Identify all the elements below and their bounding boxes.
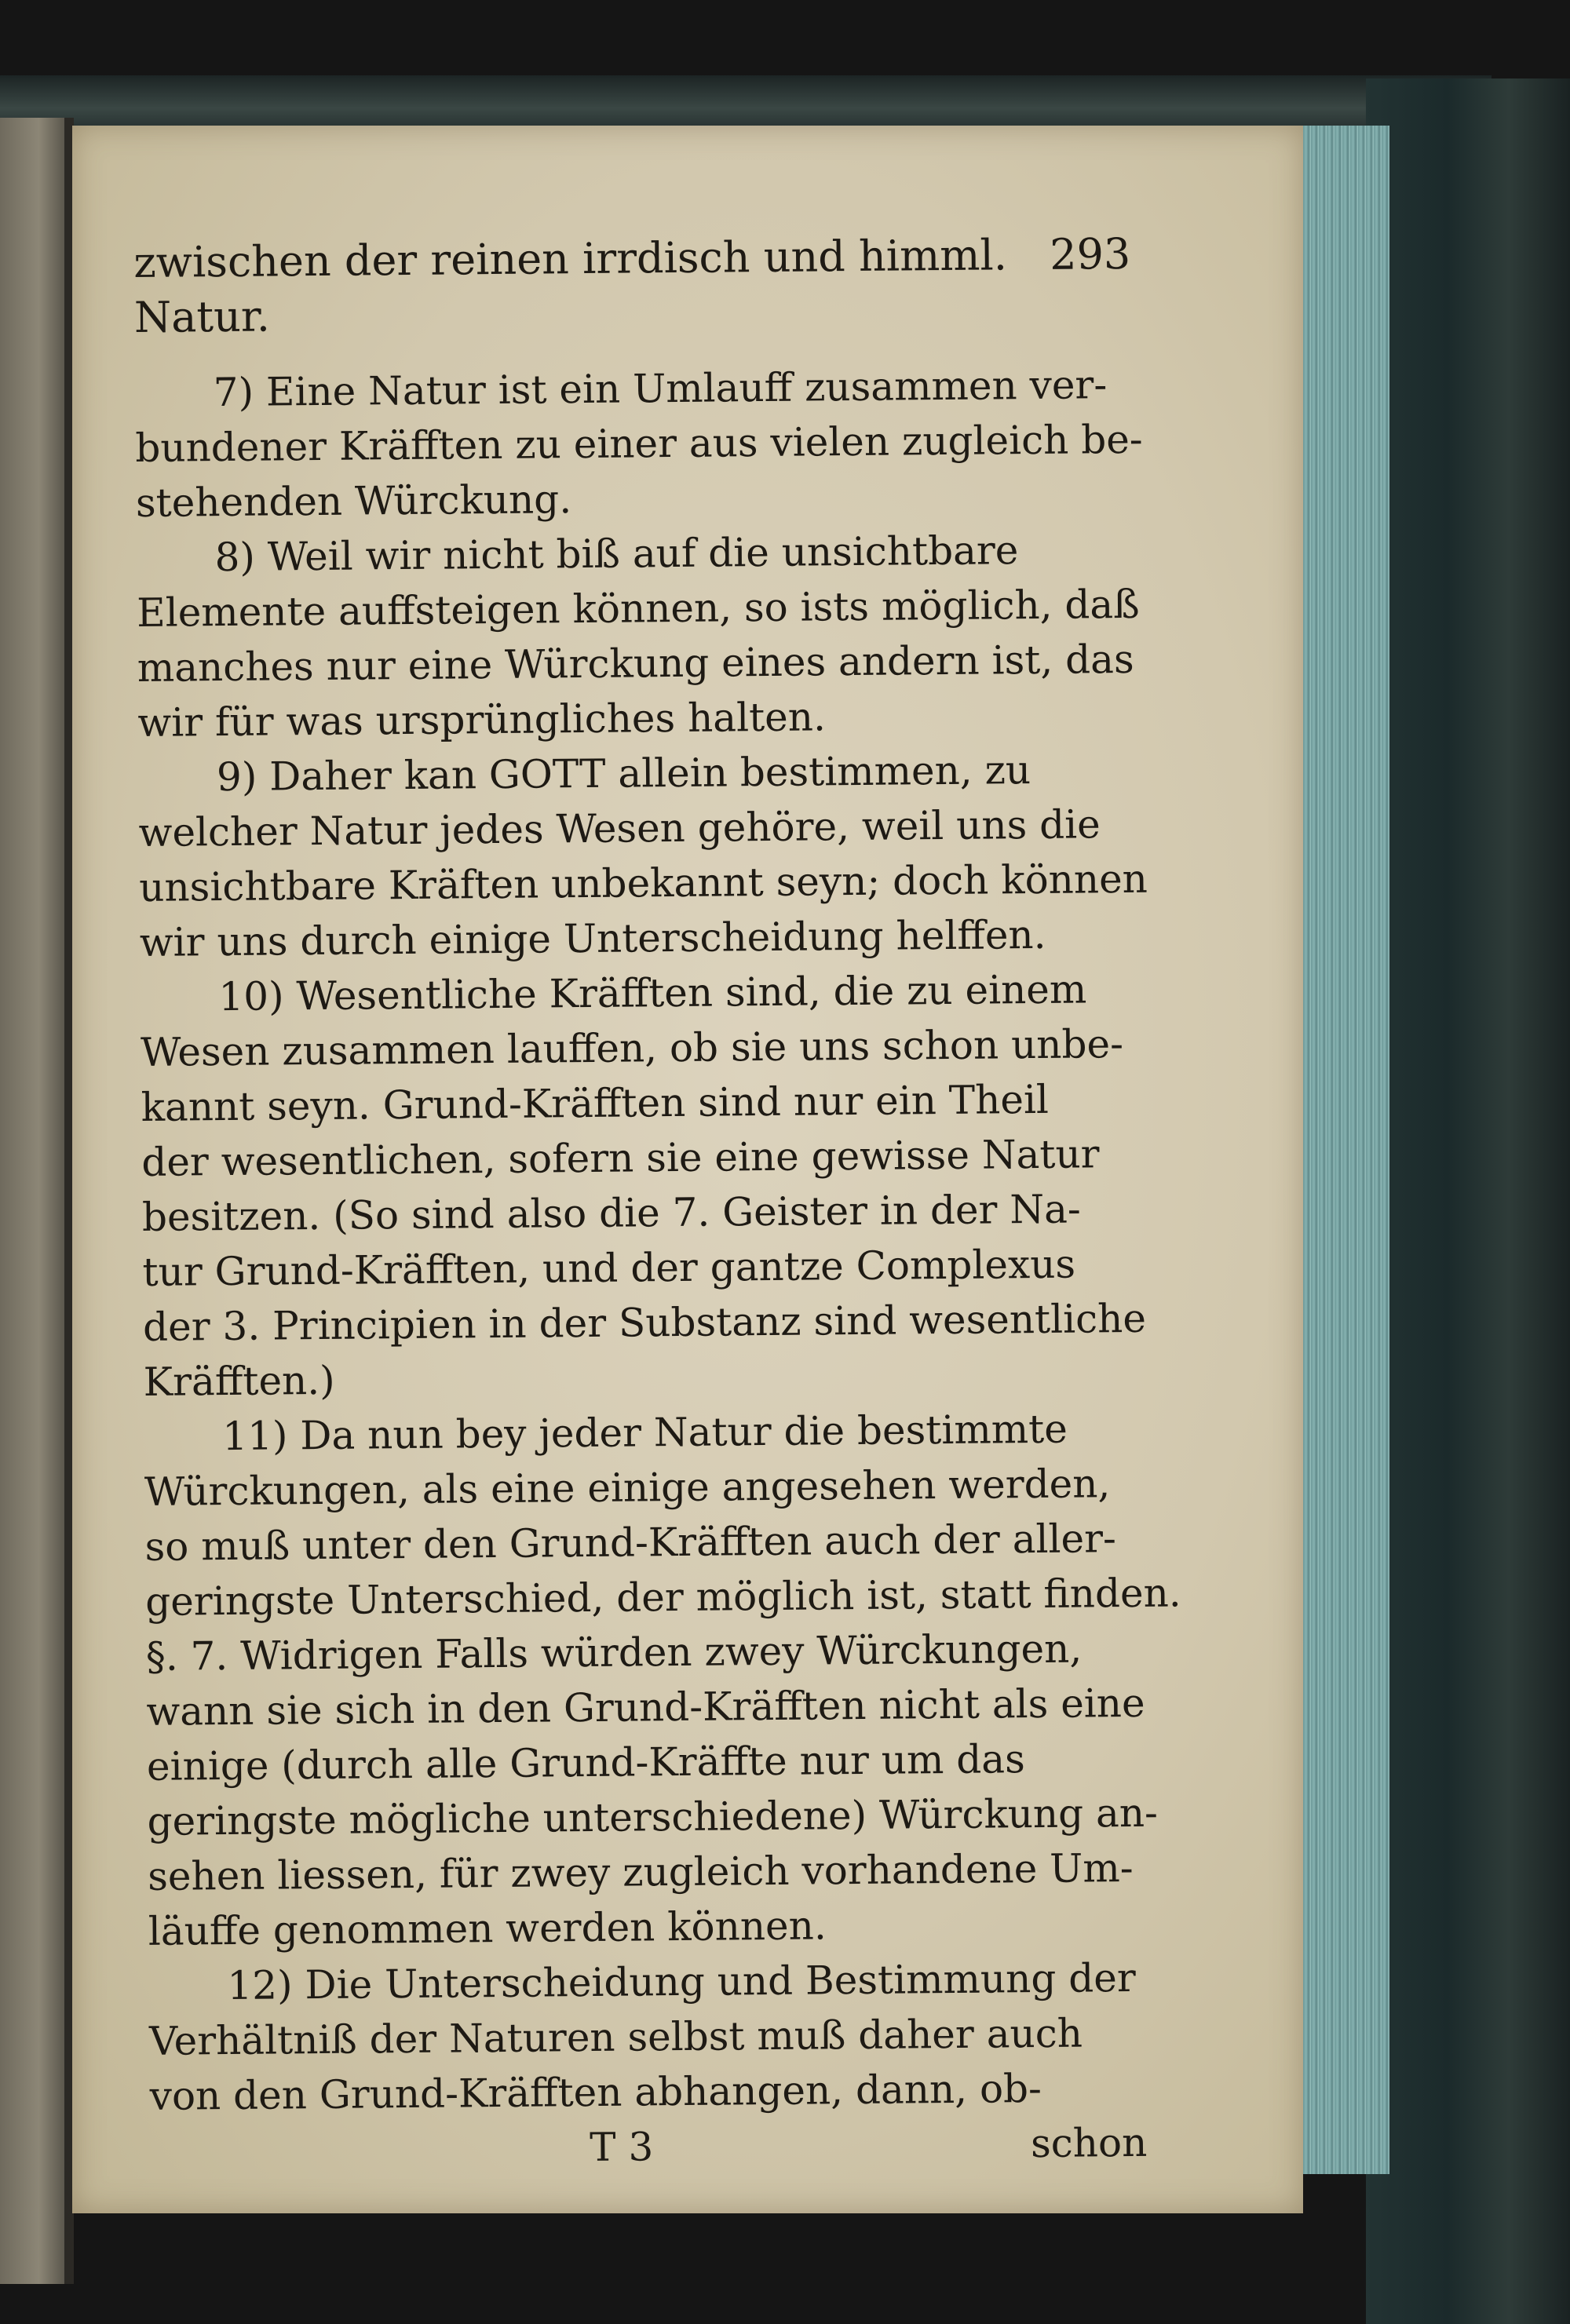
text-line: welcher Natur jedes Wesen gehöre, weil uns die bbox=[138, 801, 1101, 856]
text-line: §. 7. Widrigen Falls würden zwey Würckungen, bbox=[145, 1625, 1083, 1680]
text-line: wir uns durch einige Unterscheidung helffen. bbox=[139, 911, 1046, 965]
page-text-block bbox=[133, 227, 1181, 2179]
text-line: 12) Die Unterscheidung und Bestimmung der bbox=[227, 1954, 1136, 2009]
text-line: bundener Kräfften zu einer aus vielen zugleich be- bbox=[135, 416, 1143, 471]
text-line: besitzen. (So sind also die 7. Geister in der Na- bbox=[141, 1186, 1082, 1240]
text-line: geringste Unterschied, der möglich ist, statt finden. bbox=[144, 1570, 1181, 1625]
text-line: manches nur eine Würckung eines andern ist, das bbox=[137, 636, 1134, 691]
page-footer bbox=[150, 2115, 1148, 2179]
text-line: einige (durch alle Grund-Kräffte nur um das bbox=[146, 1736, 1025, 1790]
text-line: wann sie sich in den Grund-Kräfften nicht als eine bbox=[146, 1680, 1145, 1735]
text-line: Elemente auffsteigen können, so ists möglich, daß bbox=[136, 581, 1140, 636]
text-line: 11) Da nun bey jeder Natur die bestimmte bbox=[222, 1406, 1068, 1460]
text-line: 8) Weil wir nicht biß auf die unsichtbare bbox=[214, 527, 1019, 581]
text-line: stehenden Würckung. bbox=[135, 476, 572, 526]
text-line: der 3. Principien in der Substanz sind wesentliche bbox=[142, 1295, 1147, 1350]
text-line: Wesen zusammen lauffen, ob sie uns schon unbe- bbox=[140, 1021, 1124, 1075]
text-line: Kräfften.) bbox=[143, 1357, 335, 1405]
text-line: 7) Eine Natur ist ein Umlauff zusammen ver- bbox=[213, 362, 1108, 416]
running-title: zwischen der reinen irrdisch und himml. Natur. bbox=[133, 230, 1008, 342]
catchword: schon bbox=[1030, 2119, 1148, 2167]
signature-mark: T 3 bbox=[590, 2124, 654, 2171]
text-line: Würckungen, als eine einige angesehen werden, bbox=[144, 1461, 1111, 1515]
text-line: wir für was ursprüngliches halten. bbox=[137, 694, 827, 746]
page-fore-edge bbox=[1295, 126, 1389, 2174]
text-line: kannt seyn. Grund-Kräfften sind nur ein Theil bbox=[141, 1076, 1050, 1130]
text-line: von den Grund-Kräfften abhangen, dann, ob- bbox=[149, 2065, 1042, 2119]
text-line: tur Grund-Kräfften, und der gantze Complexus bbox=[142, 1241, 1076, 1295]
text-line: läuffe genommen werden können. bbox=[148, 1903, 827, 1954]
book-cover-right bbox=[1366, 78, 1570, 2324]
text-line: sehen liessen, für zwey zugleich vorhandene Um- bbox=[147, 1844, 1134, 1899]
left-page-edge bbox=[0, 118, 64, 2284]
text-line: der wesentlichen, sofern sie eine gewisse Natur bbox=[141, 1131, 1100, 1185]
running-header bbox=[133, 227, 1131, 345]
page-number: 293 bbox=[1049, 228, 1131, 279]
text-line: 9) Daher kan GOTT allein bestimmen, zu bbox=[216, 747, 1031, 801]
text-line: Verhältniß der Naturen selbst muß daher auch bbox=[148, 2010, 1083, 2064]
body-text bbox=[134, 357, 1181, 2124]
text-line: unsichtbare Kräften unbekannt seyn; doch können bbox=[138, 856, 1148, 910]
book-cover-top-edge bbox=[0, 75, 1492, 130]
text-line: so muß unter den Grund-Kräfften auch der aller- bbox=[144, 1516, 1117, 1570]
text-line: 10) Wesentliche Kräfften sind, die zu einem bbox=[218, 966, 1087, 1020]
text-line: geringste mögliche unterschiedene) Würckung an- bbox=[147, 1790, 1159, 1844]
